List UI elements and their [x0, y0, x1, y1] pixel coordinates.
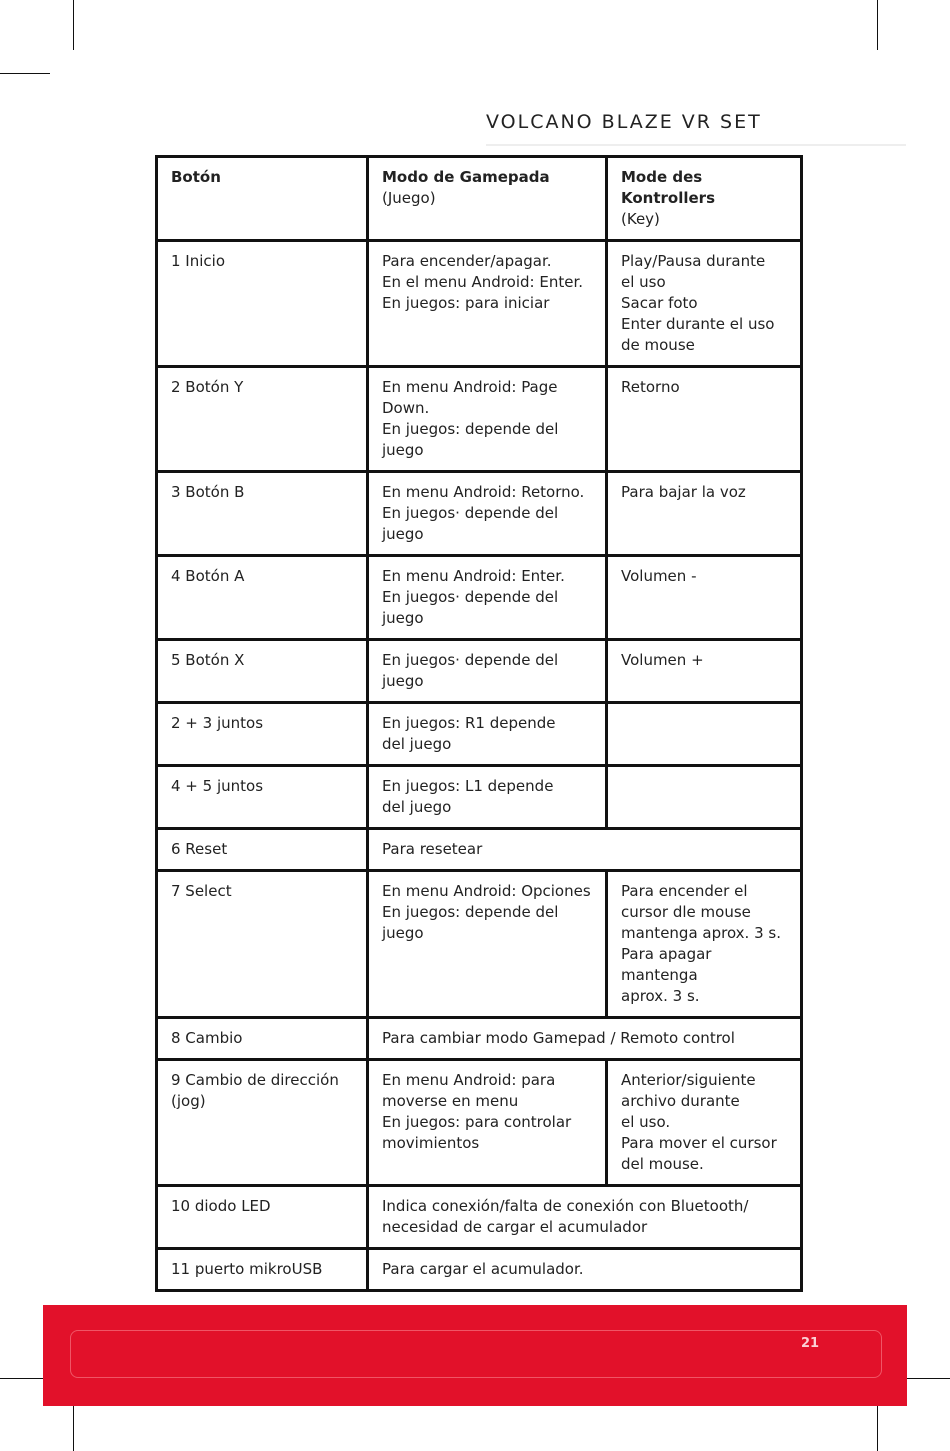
cell-button: 4 + 5 juntos	[157, 766, 368, 829]
cell-button: 8 Cambio	[157, 1018, 368, 1060]
cell-controller: Anterior/siguiente archivo durante el uso. Para mover el cursor del mouse.	[607, 1060, 802, 1186]
cell-gamepad: En menu Android: Page Down. En juegos: depende del juego	[368, 367, 607, 472]
table-row	[157, 367, 802, 472]
cell-button: 7 Select	[157, 871, 368, 1018]
cell-controller: Play/Pausa durante el uso Sacar foto Enter durante el uso de mouse	[607, 241, 802, 367]
cell-button: 2 + 3 juntos	[157, 703, 368, 766]
cell-button: 1 Inicio	[157, 241, 368, 367]
cell-controller	[607, 703, 802, 766]
crop-mark	[877, 0, 878, 50]
cell-button: 5 Botón X	[157, 640, 368, 703]
crop-mark	[900, 1378, 950, 1379]
cell-merged: Para cambiar modo Gamepad / Remoto control	[368, 1018, 802, 1060]
cell-gamepad: En juegos: L1 depende del juego	[368, 766, 607, 829]
page-header-title: VOLCANO BLAZE VR SET	[486, 111, 762, 133]
cell-merged: Indica conexión/falta de conexión con Bluetooth/ necesidad de cargar el acumulador	[368, 1186, 802, 1249]
crop-mark	[73, 0, 74, 50]
crop-mark	[877, 1400, 878, 1451]
cell-button: 3 Botón B	[157, 472, 368, 556]
cell-controller	[607, 766, 802, 829]
cell-gamepad: En menu Android: Opciones En juegos: depende del juego	[368, 871, 607, 1018]
header-cell-gamepad: Modo de Gamepada (Juego)	[368, 157, 607, 241]
cell-controller: Volumen -	[607, 556, 802, 640]
table-row	[157, 1018, 802, 1060]
table-row	[157, 1060, 802, 1186]
cell-button: 2 Botón Y	[157, 367, 368, 472]
cell-gamepad: Para encender/apagar. En el menu Android: Enter. En juegos: para iniciar	[368, 241, 607, 367]
table-row	[157, 640, 802, 703]
cell-controller: Volumen +	[607, 640, 802, 703]
page-number: 21	[800, 1336, 820, 1351]
cell-controller: Retorno	[607, 367, 802, 472]
cell-gamepad: En juegos· depende del juego	[368, 640, 607, 703]
table-header-row	[157, 157, 802, 241]
table-row	[157, 871, 802, 1018]
footer-inner-frame	[70, 1330, 882, 1378]
cell-gamepad: En menu Android: Retorno. En juegos· depende del juego	[368, 472, 607, 556]
cell-button: 9 Cambio de dirección (jog)	[157, 1060, 368, 1186]
cell-merged: Para cargar el acumulador.	[368, 1249, 802, 1291]
table-row	[157, 703, 802, 766]
table-row	[157, 766, 802, 829]
crop-mark	[0, 73, 50, 74]
crop-mark	[73, 1400, 74, 1451]
cell-merged: Para resetear	[368, 829, 802, 871]
table-row	[157, 1249, 802, 1291]
cell-gamepad: En menu Android: Enter. En juegos· depende del juego	[368, 556, 607, 640]
cell-gamepad: En juegos: R1 depende del juego	[368, 703, 607, 766]
cell-gamepad: En menu Android: para moverse en menu En juegos: para controlar movimientos	[368, 1060, 607, 1186]
header-cell-controller: Mode des Kontrollers (Key)	[607, 157, 802, 241]
table-row	[157, 829, 802, 871]
table-row	[157, 556, 802, 640]
cell-controller: Para bajar la voz	[607, 472, 802, 556]
table-row	[157, 472, 802, 556]
cell-button: 11 puerto mikroUSB	[157, 1249, 368, 1291]
table-row	[157, 1186, 802, 1249]
button-function-table	[155, 155, 803, 1292]
cell-button: 10 diodo LED	[157, 1186, 368, 1249]
header-cell-button: Botón	[157, 157, 368, 241]
table-row	[157, 241, 802, 367]
cell-controller: Para encender el cursor dle mouse mantenga aprox. 3 s. Para apagar mantenga aprox. 3 s.	[607, 871, 802, 1018]
cell-button: 4 Botón A	[157, 556, 368, 640]
header-rule	[486, 144, 906, 146]
cell-button: 6 Reset	[157, 829, 368, 871]
